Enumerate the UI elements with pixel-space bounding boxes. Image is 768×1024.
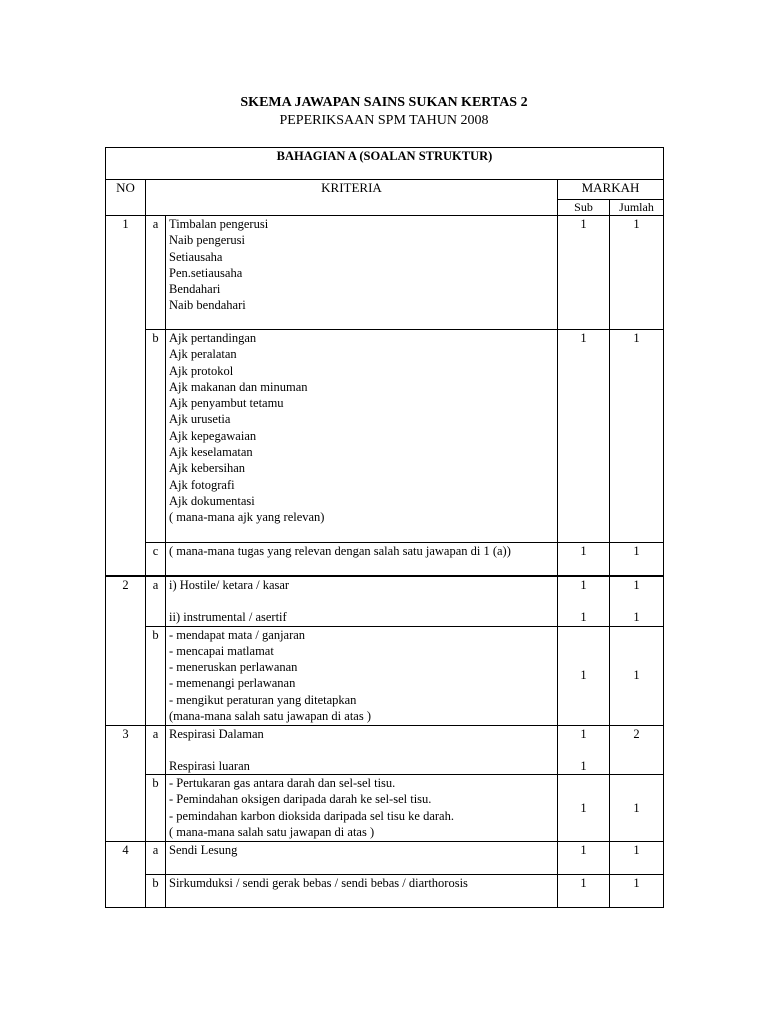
criteria-line: - mencapai matlamat bbox=[169, 643, 274, 658]
criteria-cell bbox=[166, 576, 558, 626]
col-total-header: Jumlah bbox=[610, 200, 664, 216]
criteria-line: Sendi Lesung bbox=[169, 843, 238, 858]
criteria-line: - Pertukaran gas antara darah dan sel-sel tisu. bbox=[169, 776, 396, 791]
criteria-cell bbox=[166, 543, 558, 577]
criteria-cell bbox=[166, 842, 558, 875]
criteria-cell bbox=[166, 330, 558, 543]
criteria-line: - mengikut peraturan yang ditetapkan bbox=[169, 692, 357, 707]
part-letter: a bbox=[146, 576, 166, 626]
sub-mark: 1 bbox=[558, 626, 610, 725]
criteria-line: Ajk kebersihan bbox=[169, 461, 246, 476]
criteria-line: - meneruskan perlawanan bbox=[169, 660, 298, 675]
table-row bbox=[106, 576, 664, 626]
sub-mark: 1 bbox=[558, 216, 610, 330]
criteria-line: Ajk keselamatan bbox=[169, 445, 253, 460]
criteria-line: Respirasi Dalaman bbox=[169, 726, 264, 741]
criteria-cell bbox=[166, 626, 558, 725]
answer-scheme-table bbox=[105, 147, 664, 908]
col-no-header: NO bbox=[106, 180, 146, 216]
sub-mark-value: 1 bbox=[580, 726, 587, 741]
criteria-line: (mana-mana salah satu jawapan di atas ) bbox=[169, 709, 371, 724]
criteria-line: Bendahari bbox=[169, 282, 221, 297]
criteria-line: i) Hostile/ ketara / kasar bbox=[169, 578, 290, 592]
table-row bbox=[106, 842, 664, 875]
criteria-line: Sirkumduksi / sendi gerak bebas / sendi bebas / diarthorosis bbox=[169, 876, 468, 891]
criteria-line: - mendapat mata / ganjaran bbox=[169, 627, 306, 642]
criteria-line: Respirasi luaran bbox=[169, 758, 250, 773]
total-mark: 1 bbox=[610, 875, 664, 908]
table-row bbox=[106, 775, 664, 842]
sub-mark-value: 1 bbox=[580, 578, 587, 592]
total-mark: 1 bbox=[610, 842, 664, 875]
part-letter: b bbox=[146, 330, 166, 543]
criteria-line: ( mana-mana tugas yang relevan dengan salah satu jawapan di 1 (a)) bbox=[169, 544, 511, 558]
criteria-line: Ajk peralatan bbox=[169, 347, 237, 362]
criteria-line: Ajk protokol bbox=[169, 363, 234, 378]
total-mark: 1 bbox=[610, 216, 664, 330]
part-letter: a bbox=[146, 842, 166, 875]
criteria-line: Naib pengerusi bbox=[169, 233, 246, 248]
sub-mark-value: 1 bbox=[580, 610, 587, 625]
sub-mark: 1 bbox=[558, 775, 610, 842]
criteria-line: Setiausaha bbox=[169, 249, 223, 264]
criteria-line: Ajk kepegawaian bbox=[169, 428, 257, 443]
sub-mark: 1 bbox=[558, 543, 610, 577]
sub-mark bbox=[558, 576, 610, 626]
col-criteria-header: KRITERIA bbox=[146, 180, 558, 216]
criteria-cell bbox=[166, 875, 558, 908]
sub-mark: 1 bbox=[558, 875, 610, 908]
question-number: 4 bbox=[106, 842, 146, 908]
total-mark: 1 bbox=[610, 330, 664, 543]
part-letter: a bbox=[146, 216, 166, 330]
total-mark bbox=[610, 576, 664, 626]
criteria-line: ii) instrumental / asertif bbox=[169, 610, 287, 625]
criteria-line: ( mana-mana salah satu jawapan di atas ) bbox=[169, 825, 375, 840]
part-letter: b bbox=[146, 775, 166, 842]
sub-mark bbox=[558, 725, 610, 775]
criteria-line: - memenangi perlawanan bbox=[169, 676, 296, 691]
sub-mark: 1 bbox=[558, 330, 610, 543]
criteria-line: Ajk dokumentasi bbox=[169, 493, 255, 508]
section-title: BAHAGIAN A (SOALAN STRUKTUR) bbox=[106, 148, 664, 180]
criteria-cell bbox=[166, 775, 558, 842]
criteria-line: Timbalan pengerusi bbox=[169, 217, 269, 231]
total-mark: 1 bbox=[610, 775, 664, 842]
sub-mark-value: 1 bbox=[580, 758, 587, 773]
question-number: 3 bbox=[106, 725, 146, 842]
table-row bbox=[106, 626, 664, 725]
total-mark: 1 bbox=[610, 543, 664, 577]
criteria-line: ( mana-mana ajk yang relevan) bbox=[169, 510, 325, 525]
criteria-cell bbox=[166, 725, 558, 775]
table-row bbox=[106, 330, 664, 543]
document-title: SKEMA JAWAPAN SAINS SUKAN KERTAS 2 bbox=[240, 95, 528, 110]
part-letter: c bbox=[146, 543, 166, 577]
criteria-line: Ajk fotografi bbox=[169, 477, 235, 492]
sub-mark: 1 bbox=[558, 842, 610, 875]
part-letter: b bbox=[146, 875, 166, 908]
table-row bbox=[106, 543, 664, 577]
question-number: 1 bbox=[106, 216, 146, 577]
criteria-line: Pen.setiausaha bbox=[169, 265, 243, 280]
question-number: 2 bbox=[106, 576, 146, 725]
total-mark-value: 1 bbox=[633, 578, 640, 592]
document-subtitle: PEPERIKSAAN SPM TAHUN 2008 bbox=[279, 113, 489, 128]
table-row bbox=[106, 875, 664, 908]
criteria-line: Ajk penyambut tetamu bbox=[169, 396, 284, 411]
table-row bbox=[106, 725, 664, 775]
part-letter: a bbox=[146, 725, 166, 775]
table-row bbox=[106, 216, 664, 330]
total-mark: 2 bbox=[610, 725, 664, 775]
criteria-line: - pemindahan karbon dioksida daripada sel tisu ke darah. bbox=[169, 808, 454, 823]
criteria-line: Ajk makanan dan minuman bbox=[169, 379, 308, 394]
criteria-line: Naib bendahari bbox=[169, 298, 246, 313]
total-mark: 1 bbox=[610, 626, 664, 725]
col-sub-header: Sub bbox=[558, 200, 610, 216]
criteria-line: Ajk urusetia bbox=[169, 412, 231, 427]
section-caption-row bbox=[106, 148, 664, 180]
col-marks-header: MARKAH bbox=[558, 180, 664, 200]
total-mark-value: 1 bbox=[633, 610, 640, 625]
part-letter: b bbox=[146, 626, 166, 725]
criteria-line: - Pemindahan oksigen daripada darah ke sel-sel tisu. bbox=[169, 792, 432, 807]
header-row bbox=[106, 180, 664, 200]
criteria-line: Ajk pertandingan bbox=[169, 331, 257, 345]
criteria-cell bbox=[166, 216, 558, 330]
